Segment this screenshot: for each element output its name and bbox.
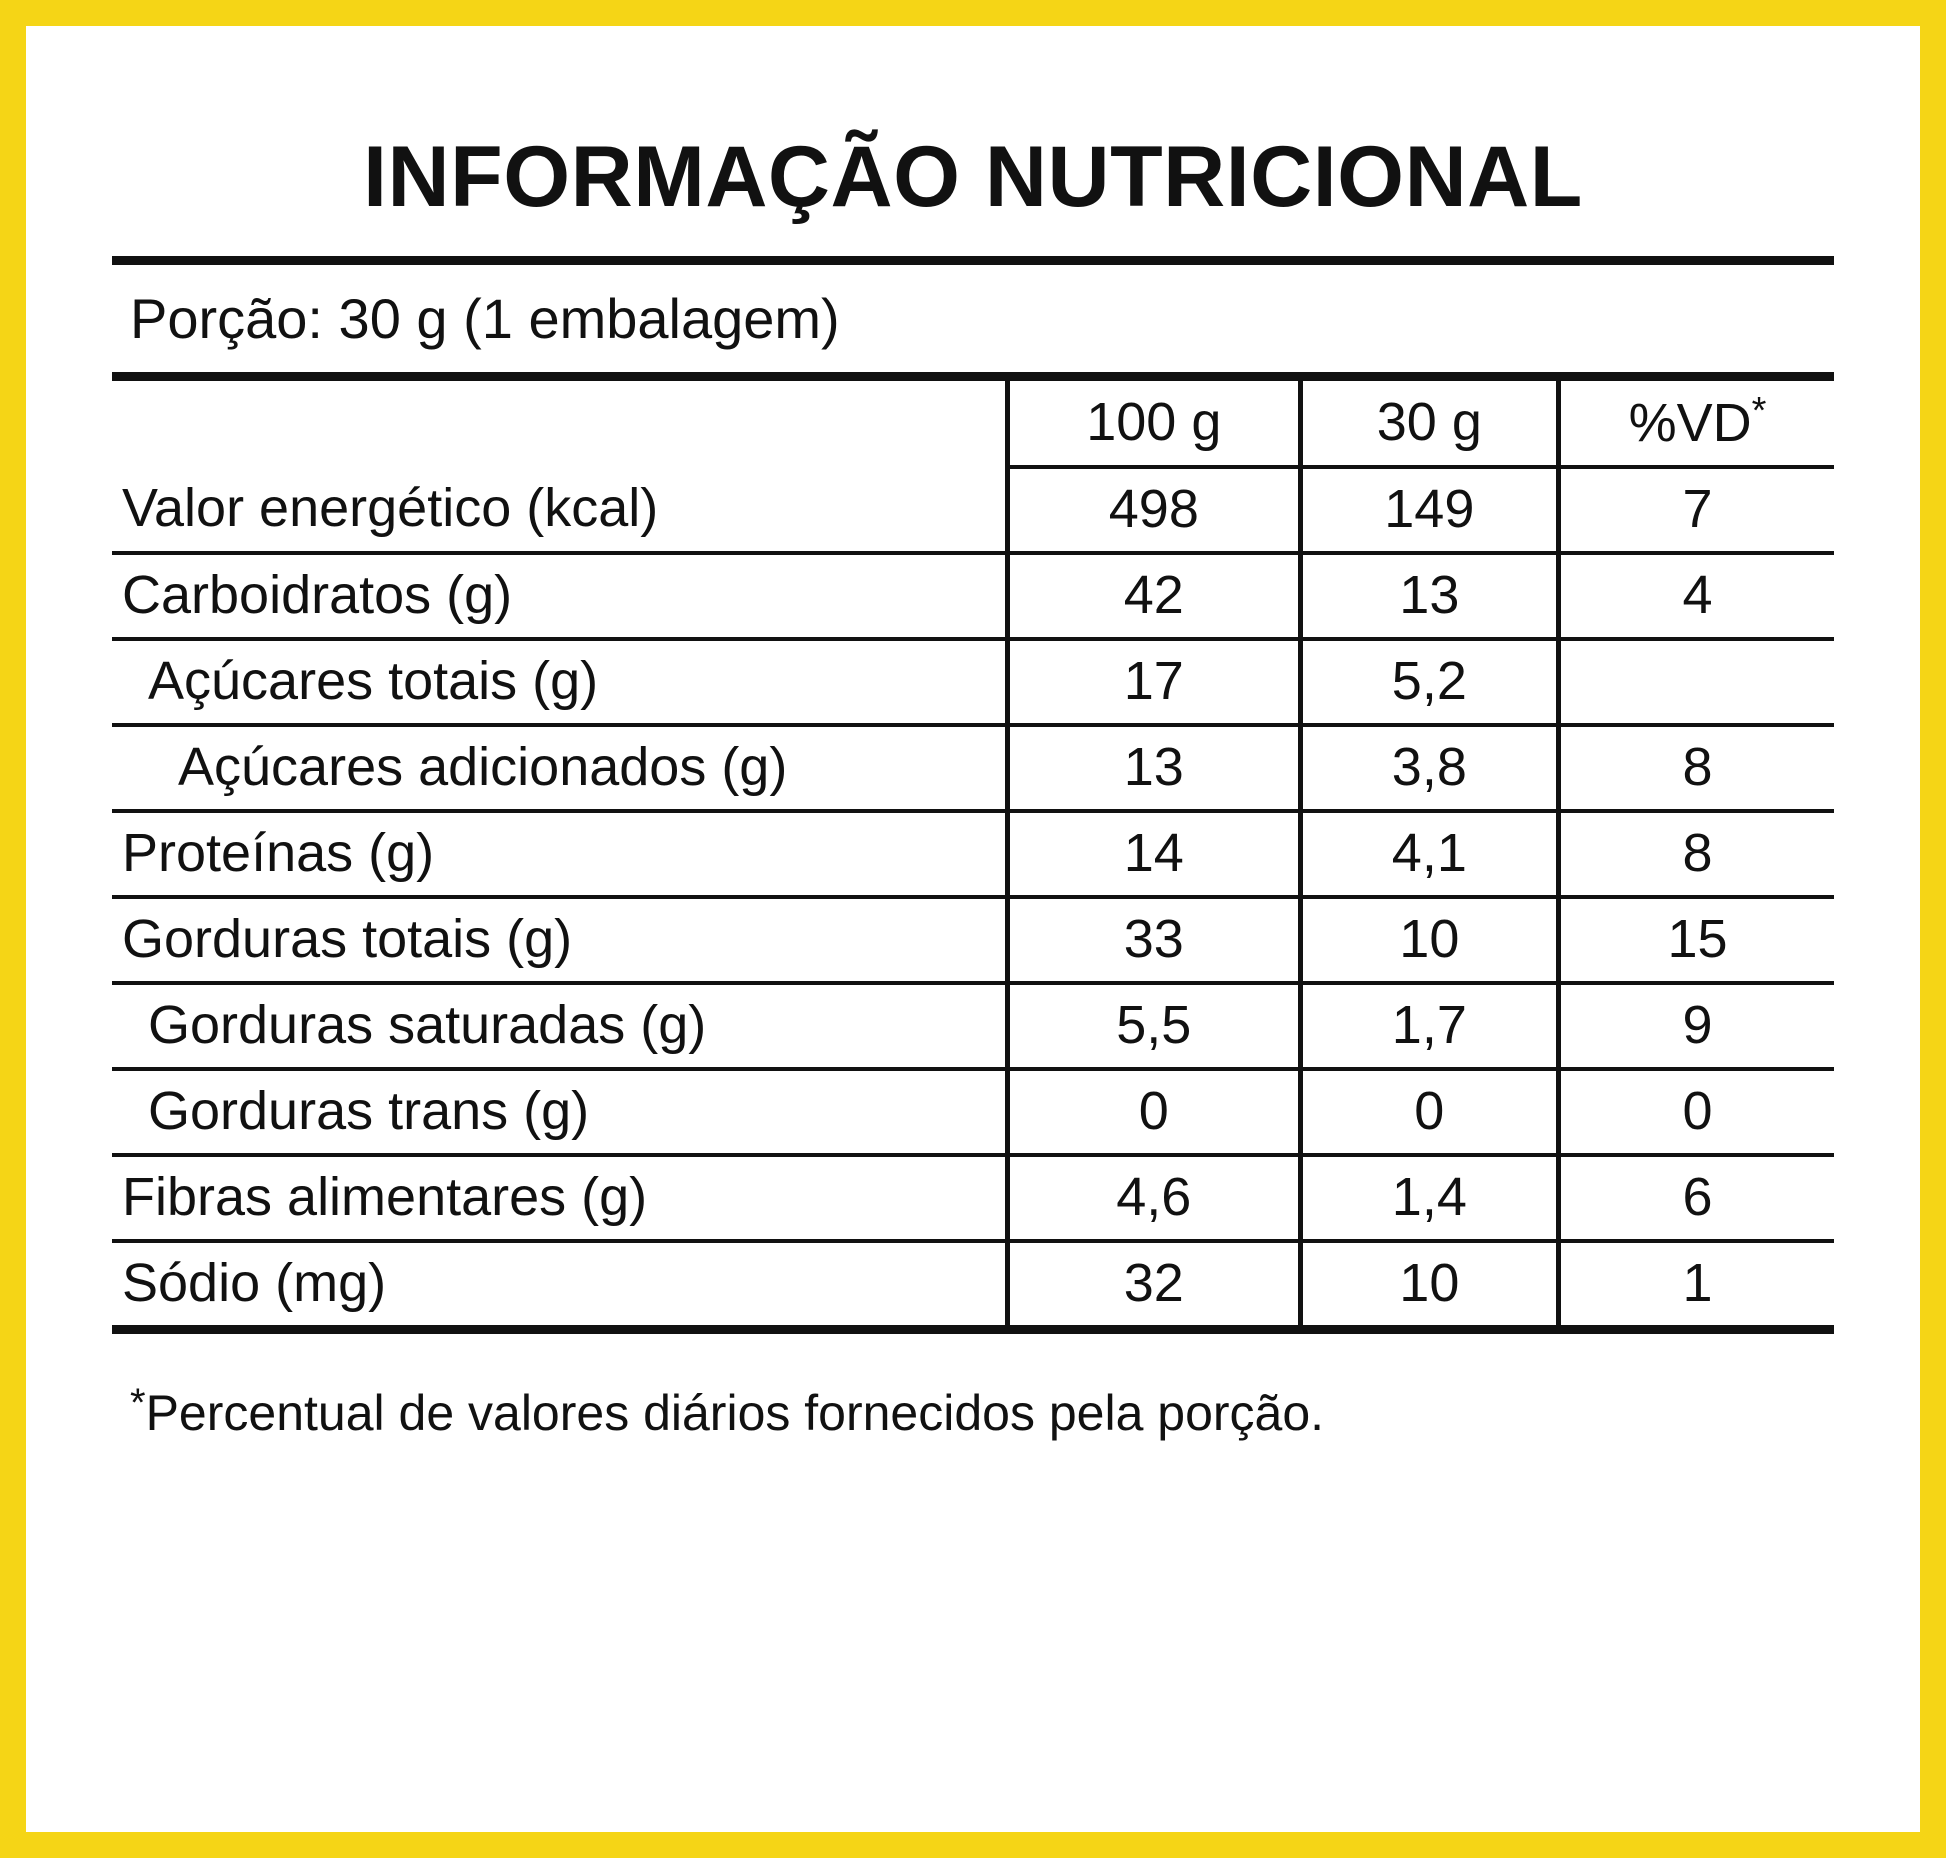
row-label: Gorduras saturadas (g) (112, 983, 1007, 1069)
row-per-portion: 13 (1300, 553, 1558, 639)
row-label: Açúcares adicionados (g) (112, 725, 1007, 811)
row-label: Gorduras totais (g) (112, 897, 1007, 983)
table-row (112, 639, 1834, 725)
row-per-portion: 149 (1300, 467, 1558, 553)
row-label: Proteínas (g) (112, 811, 1007, 897)
row-per-100g: 42 (1007, 553, 1300, 639)
row-label: Sódio (mg) (122, 1252, 387, 1313)
table-row (112, 467, 1834, 553)
row-vd (1558, 639, 1834, 725)
row-per-100g: 5,5 (1007, 983, 1300, 1069)
row-per-100g: 0 (1007, 1069, 1300, 1155)
header-vd (1558, 376, 1834, 467)
row-vd: 6 (1558, 1155, 1834, 1241)
row-per-portion: 1,4 (1300, 1155, 1558, 1241)
footnote (112, 1334, 1834, 1443)
row-per-portion: 0 (1300, 1069, 1558, 1155)
row-vd: 4 (1558, 553, 1834, 639)
row-vd: 9 (1558, 983, 1834, 1069)
row-per-portion: 3,8 (1300, 725, 1558, 811)
row-label: Valor energético (kcal) (112, 467, 1007, 553)
row-per-portion: 4,1 (1300, 811, 1558, 897)
row-vd: 0 (1558, 1069, 1834, 1155)
table-row (112, 1069, 1834, 1155)
row-per-100g: 33 (1007, 897, 1300, 983)
page-title: INFORMAÇÃO NUTRICIONAL (363, 129, 1583, 225)
row-vd: 15 (1558, 897, 1834, 983)
divider-top (112, 256, 1834, 265)
table-header-row (112, 376, 1834, 467)
table-row (112, 897, 1834, 983)
row-label: Açúcares totais (g) (112, 639, 1007, 725)
row-per-100g: 14 (1007, 811, 1300, 897)
table-row (112, 1241, 1834, 1325)
header-vd-star: * (1751, 389, 1767, 432)
header-per-portion: 30 g (1300, 376, 1558, 467)
row-per-100g: 17 (1007, 639, 1300, 725)
table-row (112, 811, 1834, 897)
footnote-text: Percentual de valores diários fornecidos pela porção. (145, 1384, 1325, 1441)
row-per-100g: 13 (1007, 725, 1300, 811)
row-label: Gorduras trans (g) (112, 1069, 1007, 1155)
row-per-portion: 10 (1300, 1241, 1558, 1325)
divider-bottom (112, 1325, 1834, 1334)
portion-text: Porção: 30 g (1 embalagem) (130, 287, 840, 351)
table-row (112, 553, 1834, 639)
header-vd-text: %VD (1628, 392, 1752, 453)
row-vd: 8 (1558, 725, 1834, 811)
row-per-100g: 32 (1007, 1241, 1300, 1325)
table-row (112, 725, 1834, 811)
nutrition-table (112, 372, 1834, 1325)
header-label-cell (112, 376, 1007, 467)
table-row (112, 983, 1834, 1069)
row-per-portion: 5,2 (1300, 639, 1558, 725)
row-per-100g: 4,6 (1007, 1155, 1300, 1241)
row-per-100g: 498 (1007, 467, 1300, 553)
header-per-100g: 100 g (1007, 376, 1300, 467)
row-vd: 7 (1558, 467, 1834, 553)
row-vd: 1 (1558, 1241, 1834, 1325)
label-content (52, 52, 1894, 1806)
row-label: Carboidratos (g) (112, 553, 1007, 639)
table-row (112, 1155, 1834, 1241)
row-per-portion: 10 (1300, 897, 1558, 983)
row-per-portion: 1,7 (1300, 983, 1558, 1069)
row-label: Fibras alimentares (g) (112, 1155, 1007, 1241)
row-vd: 8 (1558, 811, 1834, 897)
footnote-marker: * (130, 1380, 146, 1425)
